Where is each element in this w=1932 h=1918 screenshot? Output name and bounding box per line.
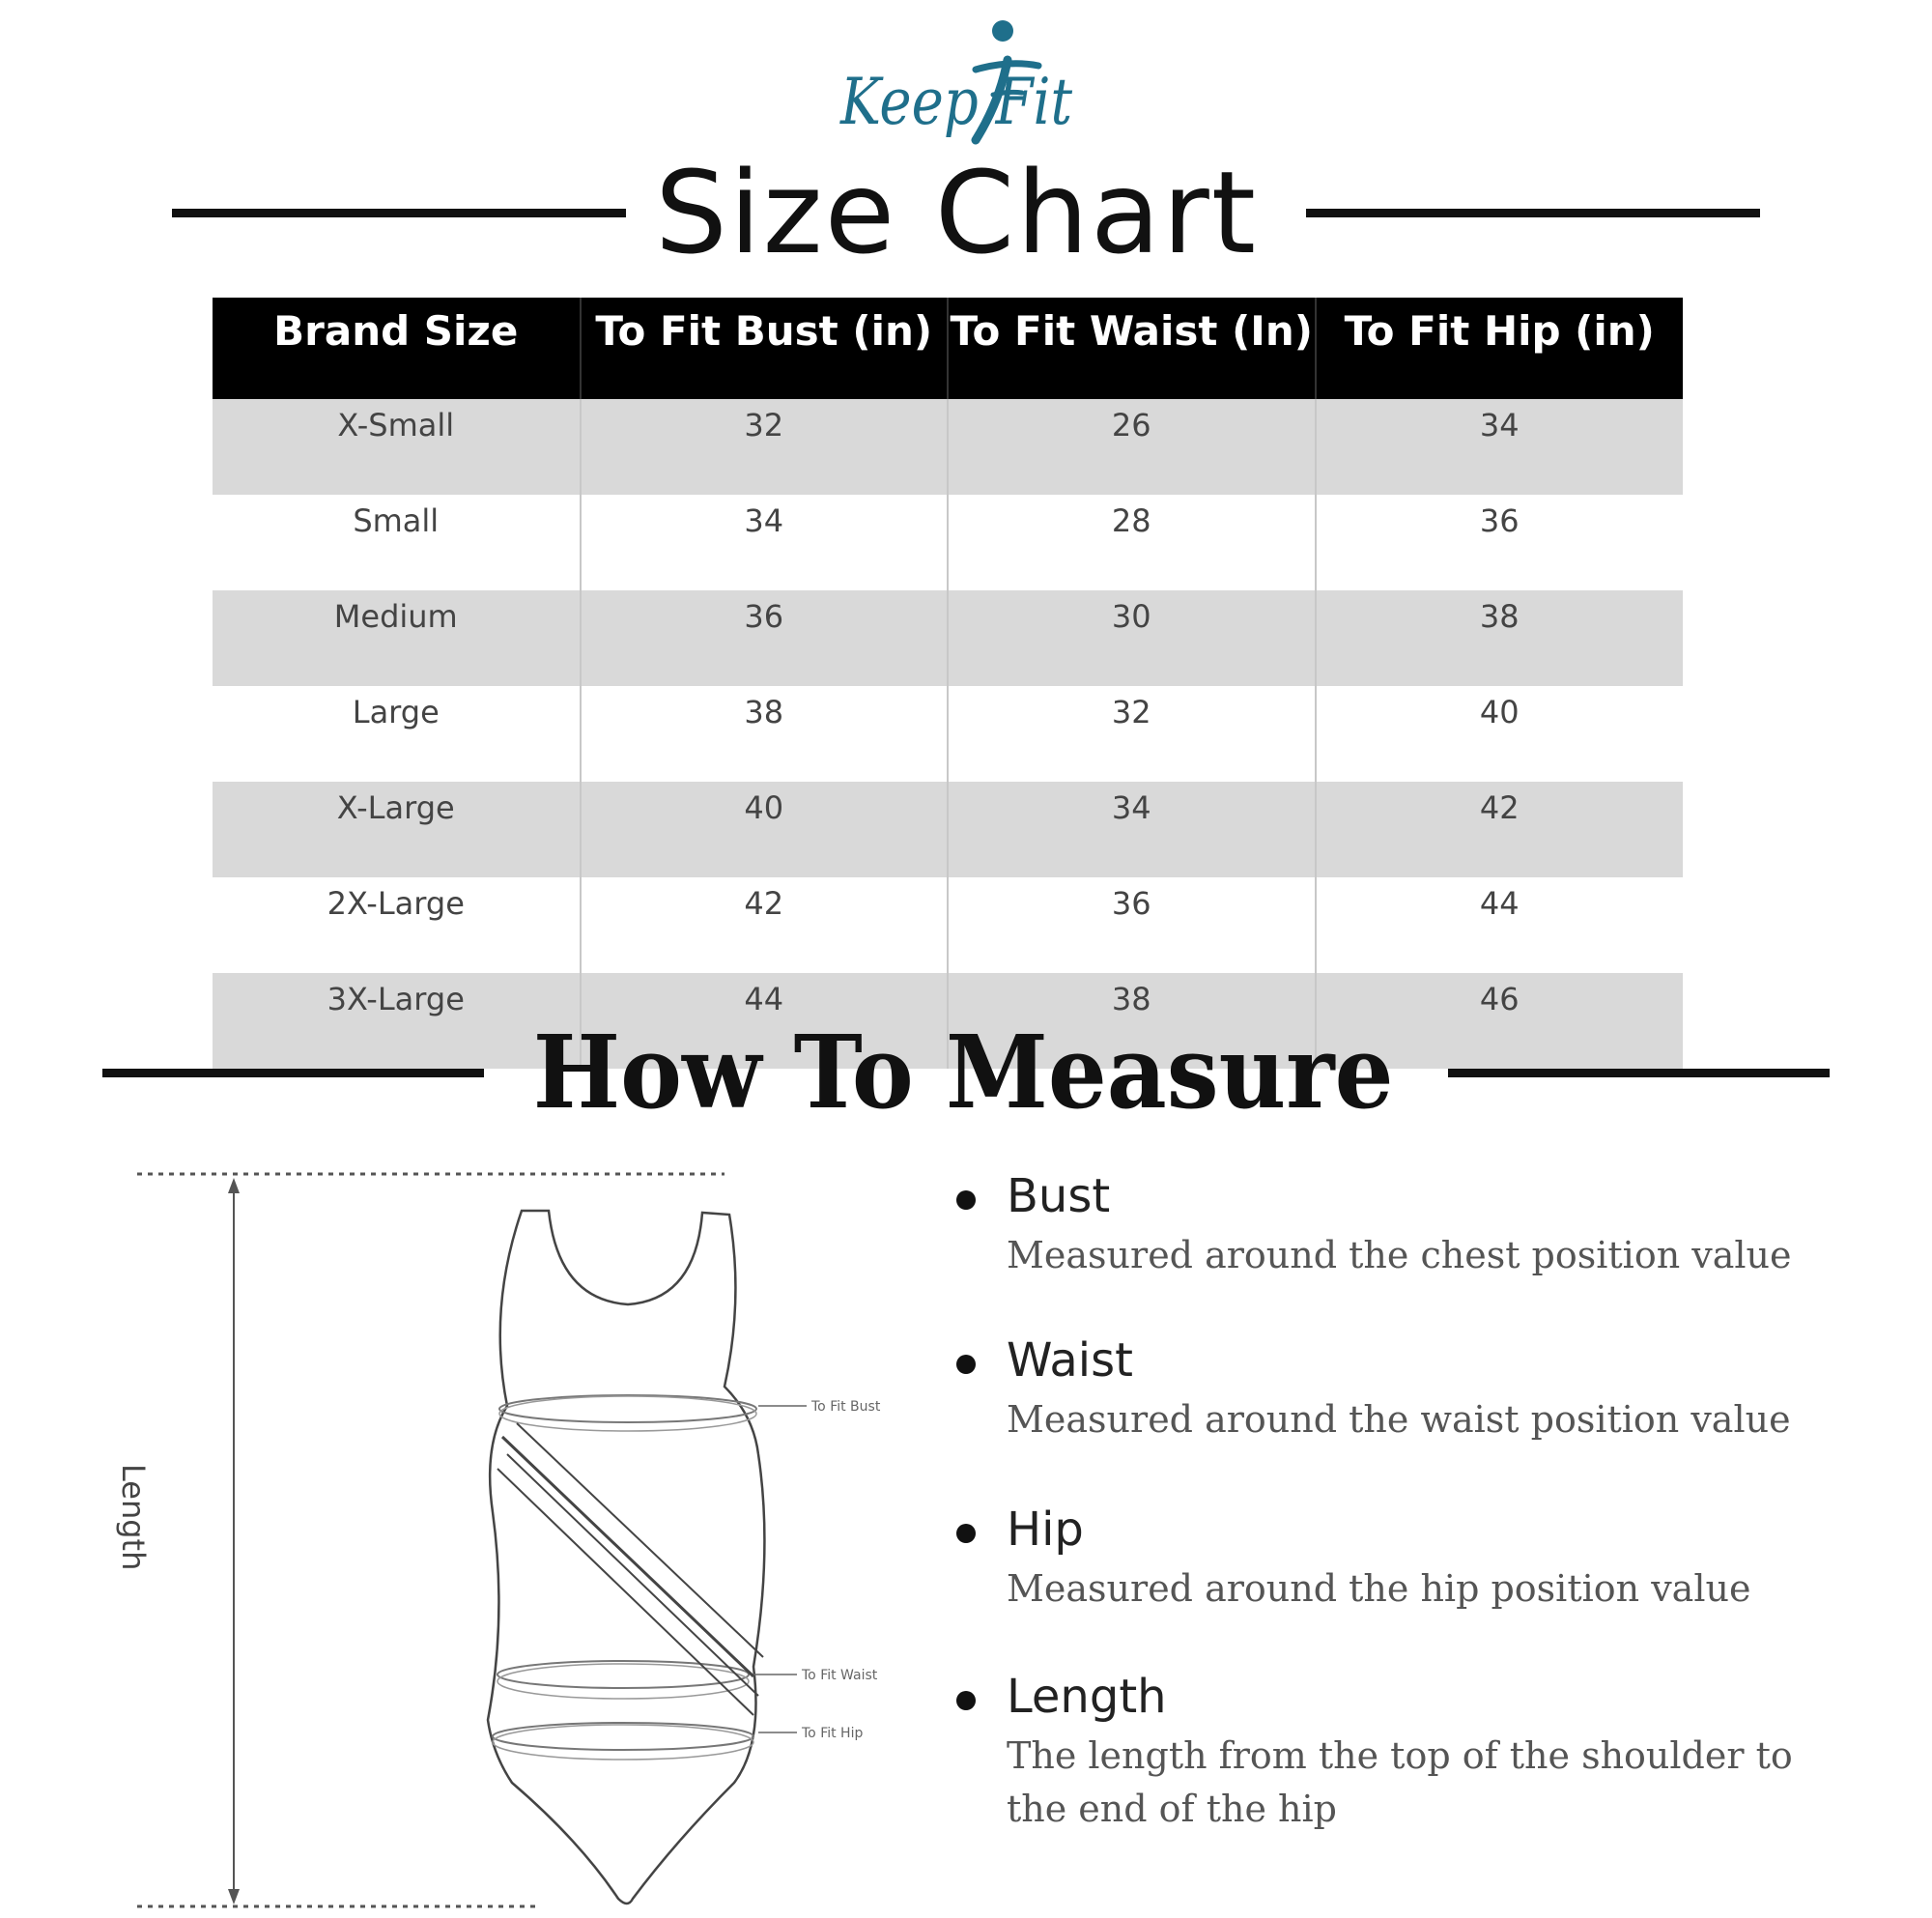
cell-bust: 42 (581, 877, 949, 973)
table-header-row (213, 298, 1683, 399)
table-row (213, 399, 1683, 495)
heading-rule-right (1448, 1069, 1830, 1077)
cell-size: X-Large (213, 782, 581, 877)
cell-size: Small (213, 495, 581, 590)
header-bust: To Fit Bust (in) (581, 298, 949, 399)
cell-hip: 34 (1316, 399, 1684, 495)
measure-term: Length (1007, 1670, 1167, 1724)
measure-term: Bust (1007, 1169, 1111, 1223)
header-hip: To Fit Hip (in) (1316, 298, 1684, 399)
cell-bust: 38 (581, 686, 949, 782)
bullet-icon (956, 1190, 976, 1210)
how-to-measure-title: How To Measure (532, 1013, 1394, 1131)
cell-bust: 34 (581, 495, 949, 590)
measure-definition: Measured around the waist position value (1007, 1397, 1791, 1441)
heading-rule-left (102, 1069, 484, 1077)
cell-bust: 32 (581, 399, 949, 495)
bust-callout-label: To Fit Bust (811, 1399, 881, 1415)
measure-item-waist (956, 1333, 1845, 1446)
size-chart-title: Size Chart (654, 146, 1258, 279)
heading-rule-left (172, 209, 626, 217)
cell-waist: 38 (948, 973, 1316, 1069)
bullet-icon (956, 1691, 976, 1710)
measure-item-length (956, 1670, 1845, 1836)
how-to-measure-heading (0, 1010, 1932, 1135)
length-label: Length (115, 1464, 152, 1571)
cell-waist: 30 (948, 590, 1316, 686)
cell-waist: 32 (948, 686, 1316, 782)
cell-size: X-Small (213, 399, 581, 495)
cell-hip: 38 (1316, 590, 1684, 686)
size-chart-heading (0, 145, 1932, 280)
cell-waist: 26 (948, 399, 1316, 495)
table-row (213, 590, 1683, 686)
bullet-icon (956, 1524, 976, 1543)
hip-callout-label: To Fit Hip (802, 1726, 864, 1741)
swimsuit-outline (488, 1211, 764, 1904)
table-row (213, 877, 1683, 973)
cell-hip: 36 (1316, 495, 1684, 590)
size-table (213, 298, 1683, 1069)
cell-hip: 44 (1316, 877, 1684, 973)
swimsuit-diagram (126, 1164, 898, 1918)
header-waist: To Fit Waist (In) (948, 298, 1316, 399)
cell-size: 2X-Large (213, 877, 581, 973)
keep-fit-logo (831, 10, 1082, 155)
cell-size: 3X-Large (213, 973, 581, 1069)
cell-size: Large (213, 686, 581, 782)
cell-bust: 40 (581, 782, 949, 877)
logo-text: Keep Fit (839, 65, 1073, 139)
bullet-icon (956, 1355, 976, 1374)
cell-hip: 40 (1316, 686, 1684, 782)
heading-rule-right (1306, 209, 1760, 217)
measure-term: Waist (1007, 1333, 1133, 1388)
measure-definition: The length from the top of the shoulder to the end of the hip (1007, 1733, 1793, 1830)
cell-hip: 46 (1316, 973, 1684, 1069)
measure-item-hip (956, 1503, 1845, 1616)
table-row (213, 495, 1683, 590)
measure-definition: Measured around the chest position value (1007, 1233, 1792, 1276)
waist-callout-label: To Fit Waist (802, 1668, 878, 1683)
table-row (213, 686, 1683, 782)
cell-bust: 44 (581, 973, 949, 1069)
header-brand-size: Brand Size (213, 298, 581, 399)
cell-waist: 36 (948, 877, 1316, 973)
cell-waist: 34 (948, 782, 1316, 877)
cell-size: Medium (213, 590, 581, 686)
cell-bust: 36 (581, 590, 949, 686)
measure-definition: Measured around the hip position value (1007, 1566, 1751, 1610)
table-row (213, 782, 1683, 877)
cell-hip: 42 (1316, 782, 1684, 877)
measure-item-bust (956, 1169, 1845, 1282)
cell-waist: 28 (948, 495, 1316, 590)
measure-term: Hip (1007, 1503, 1084, 1557)
